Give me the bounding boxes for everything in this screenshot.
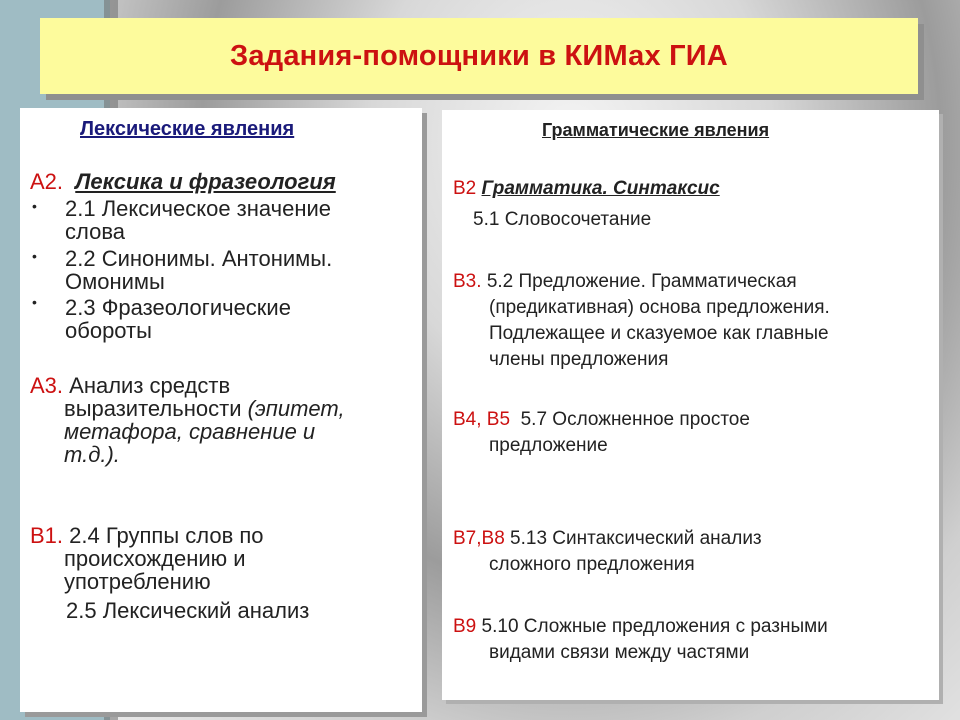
- a3-block: [30, 374, 345, 466]
- b45-code: В4, В5: [453, 409, 511, 430]
- bullet-marker: •: [32, 294, 37, 310]
- b1-line: 2.5 Лексический анализ: [66, 598, 310, 623]
- b3-block: [453, 269, 830, 373]
- title-banner: [40, 18, 918, 94]
- a3-line-italic: (эпитет,: [247, 396, 345, 421]
- list-item-line: обороты: [65, 318, 152, 343]
- b9-line: 5.10 Сложные предложения с разными: [481, 616, 828, 637]
- b78-line: 5.13 Синтаксический анализ: [510, 528, 762, 549]
- a3-code: А3.: [30, 373, 64, 398]
- b2-heading: [453, 176, 720, 202]
- a3-line-italic: т.д.).: [64, 442, 120, 467]
- bullet-marker: •: [32, 248, 37, 264]
- b3-line: (предикативная) основа предложения.: [489, 297, 830, 318]
- b2-sub: 5.1 Словосочетание: [473, 209, 652, 230]
- a3-line: выразительности: [64, 396, 242, 421]
- b9-line: видами связи между частями: [489, 642, 750, 663]
- b2-title: Грамматика. Синтаксис: [481, 178, 720, 199]
- b1-line: 2.4 Группы слов по: [69, 523, 264, 548]
- list-item-line: 2.2 Синонимы. Антонимы.: [65, 246, 333, 271]
- list-item-line: 2.3 Фразеологические: [65, 295, 291, 320]
- b1-line: происхождению и: [64, 546, 246, 571]
- b3-line: члены предложения: [489, 349, 669, 370]
- b78-line: сложного предложения: [489, 554, 695, 575]
- b1-block: [30, 524, 309, 622]
- b1-line: употреблению: [64, 569, 211, 594]
- a3-line: Анализ средств: [69, 373, 231, 398]
- bullet-marker: •: [32, 198, 37, 214]
- b3-line: Подлежащее и сказуемое как главные: [489, 323, 829, 344]
- b78-code: В7,В8: [453, 528, 505, 549]
- b45-line: 5.7 Осложненное простое: [520, 409, 750, 430]
- grammar-panel: [442, 110, 939, 700]
- a2-code: А2.: [30, 169, 64, 194]
- b9-code: В9: [453, 616, 477, 637]
- lexical-header: Лексические явления: [80, 118, 295, 140]
- b78-block: [453, 526, 762, 578]
- b3-code: В3.: [453, 271, 482, 292]
- b45-line: предложение: [489, 435, 608, 456]
- list-item-line: слова: [65, 219, 125, 244]
- lexical-panel: [20, 108, 422, 712]
- b3-line: 5.2 Предложение. Грамматическая: [486, 271, 797, 292]
- a2-heading: [30, 170, 336, 193]
- a3-line-italic: метафора, сравнение и: [64, 419, 316, 444]
- b1-code: В1.: [30, 523, 64, 548]
- b9-block: [453, 614, 828, 666]
- list-item-line: 2.1 Лексическое значение: [65, 196, 332, 221]
- a2-title: Лексика и фразеология: [75, 169, 336, 194]
- list-item: [65, 296, 291, 342]
- list-item: [65, 247, 332, 293]
- grammar-header: Грамматические явления: [542, 120, 770, 140]
- list-item-line: Омонимы: [65, 269, 165, 294]
- b45-block: [453, 407, 750, 459]
- b2-code: В2: [453, 178, 477, 199]
- slide-title: Задания-помощники в КИМах ГИА: [230, 39, 728, 72]
- list-item: [65, 197, 331, 243]
